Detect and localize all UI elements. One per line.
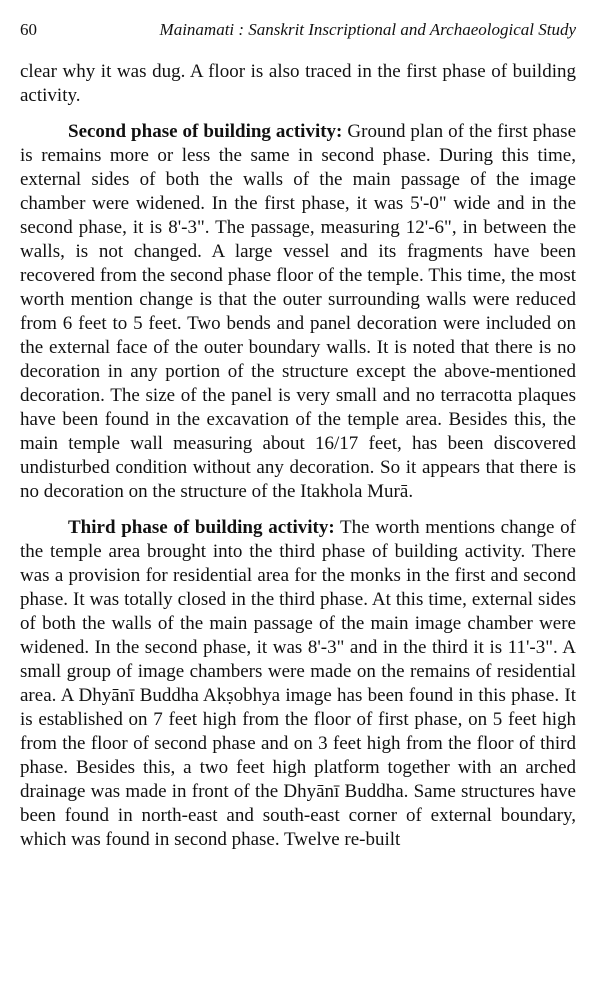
run-in-heading: Second phase of building activity: [68, 121, 343, 142]
body-text [20, 60, 576, 852]
run-in-heading: Third phase of building activity: [68, 517, 335, 538]
paragraph-continuation [20, 60, 576, 108]
paragraph-text: The worth mentions change of the temple area brought into the third phase of building activity. There was a provision for residential area for the monks in the first and second phase. It was totally closed in the third phase. At this time, external sides of both the walls of the main passage of the main image chamber were widened. In the second phase, it was 8'-3" and in the third it is 11'-3". A small group of image chambers were made on the remains of residential area. A Dhyānī Buddha Akṣobhya image has been found in this phase. It is established on 7 feet high from the floor of first phase, on 5 feet high from the floor of second phase and on 3 feet high from the floor of third phase. Besides this, a two feet high platform together with an arched drainage was made in front of the Dhyānī Buddha. Same structures have been found in north-east and south-east corner of external boundary, which was found in second phase. Twelve re-built [20, 517, 576, 850]
page-number: 60 [20, 20, 37, 39]
paragraph-third-phase [20, 516, 576, 852]
paragraph-text: Ground plan of the first phase is remains more or less the same in second phase. During this time, external sides of both the walls of the main passage of the image chamber were widened. In the first phase, it was 5'-0" wide and in the second phase, it is 8'-3". The passage, measuring 12'-6", in between the walls, is not changed. A large vessel and its fragments have been recovered from the second phase floor of the temple. This time, the most worth mention change is that the outer surrounding walls were reduced from 6 feet to 5 feet. Two bends and panel decoration were included on the external face of the outer boundary walls. It is noted that there is no decoration in any portion of the structure except the above-mentioned decoration. The size of the panel is very small and no terracotta plaques have been found in the excavation of the temple area. Besides this, the main temple wall measuring about 16/17 feet, has been discovered undisturbed condition without any decoration. So it appears that there is no decoration on the structure of the Itakhola Murā. [20, 121, 577, 502]
paragraph-text: clear why it was dug. A floor is also traced in the first phase of building activity. [20, 61, 576, 106]
running-title: Mainamati : Sanskrit Inscriptional and Archaeological Study [159, 20, 576, 39]
running-head [20, 18, 576, 44]
book-page [20, 18, 576, 864]
paragraph-second-phase [20, 120, 576, 504]
